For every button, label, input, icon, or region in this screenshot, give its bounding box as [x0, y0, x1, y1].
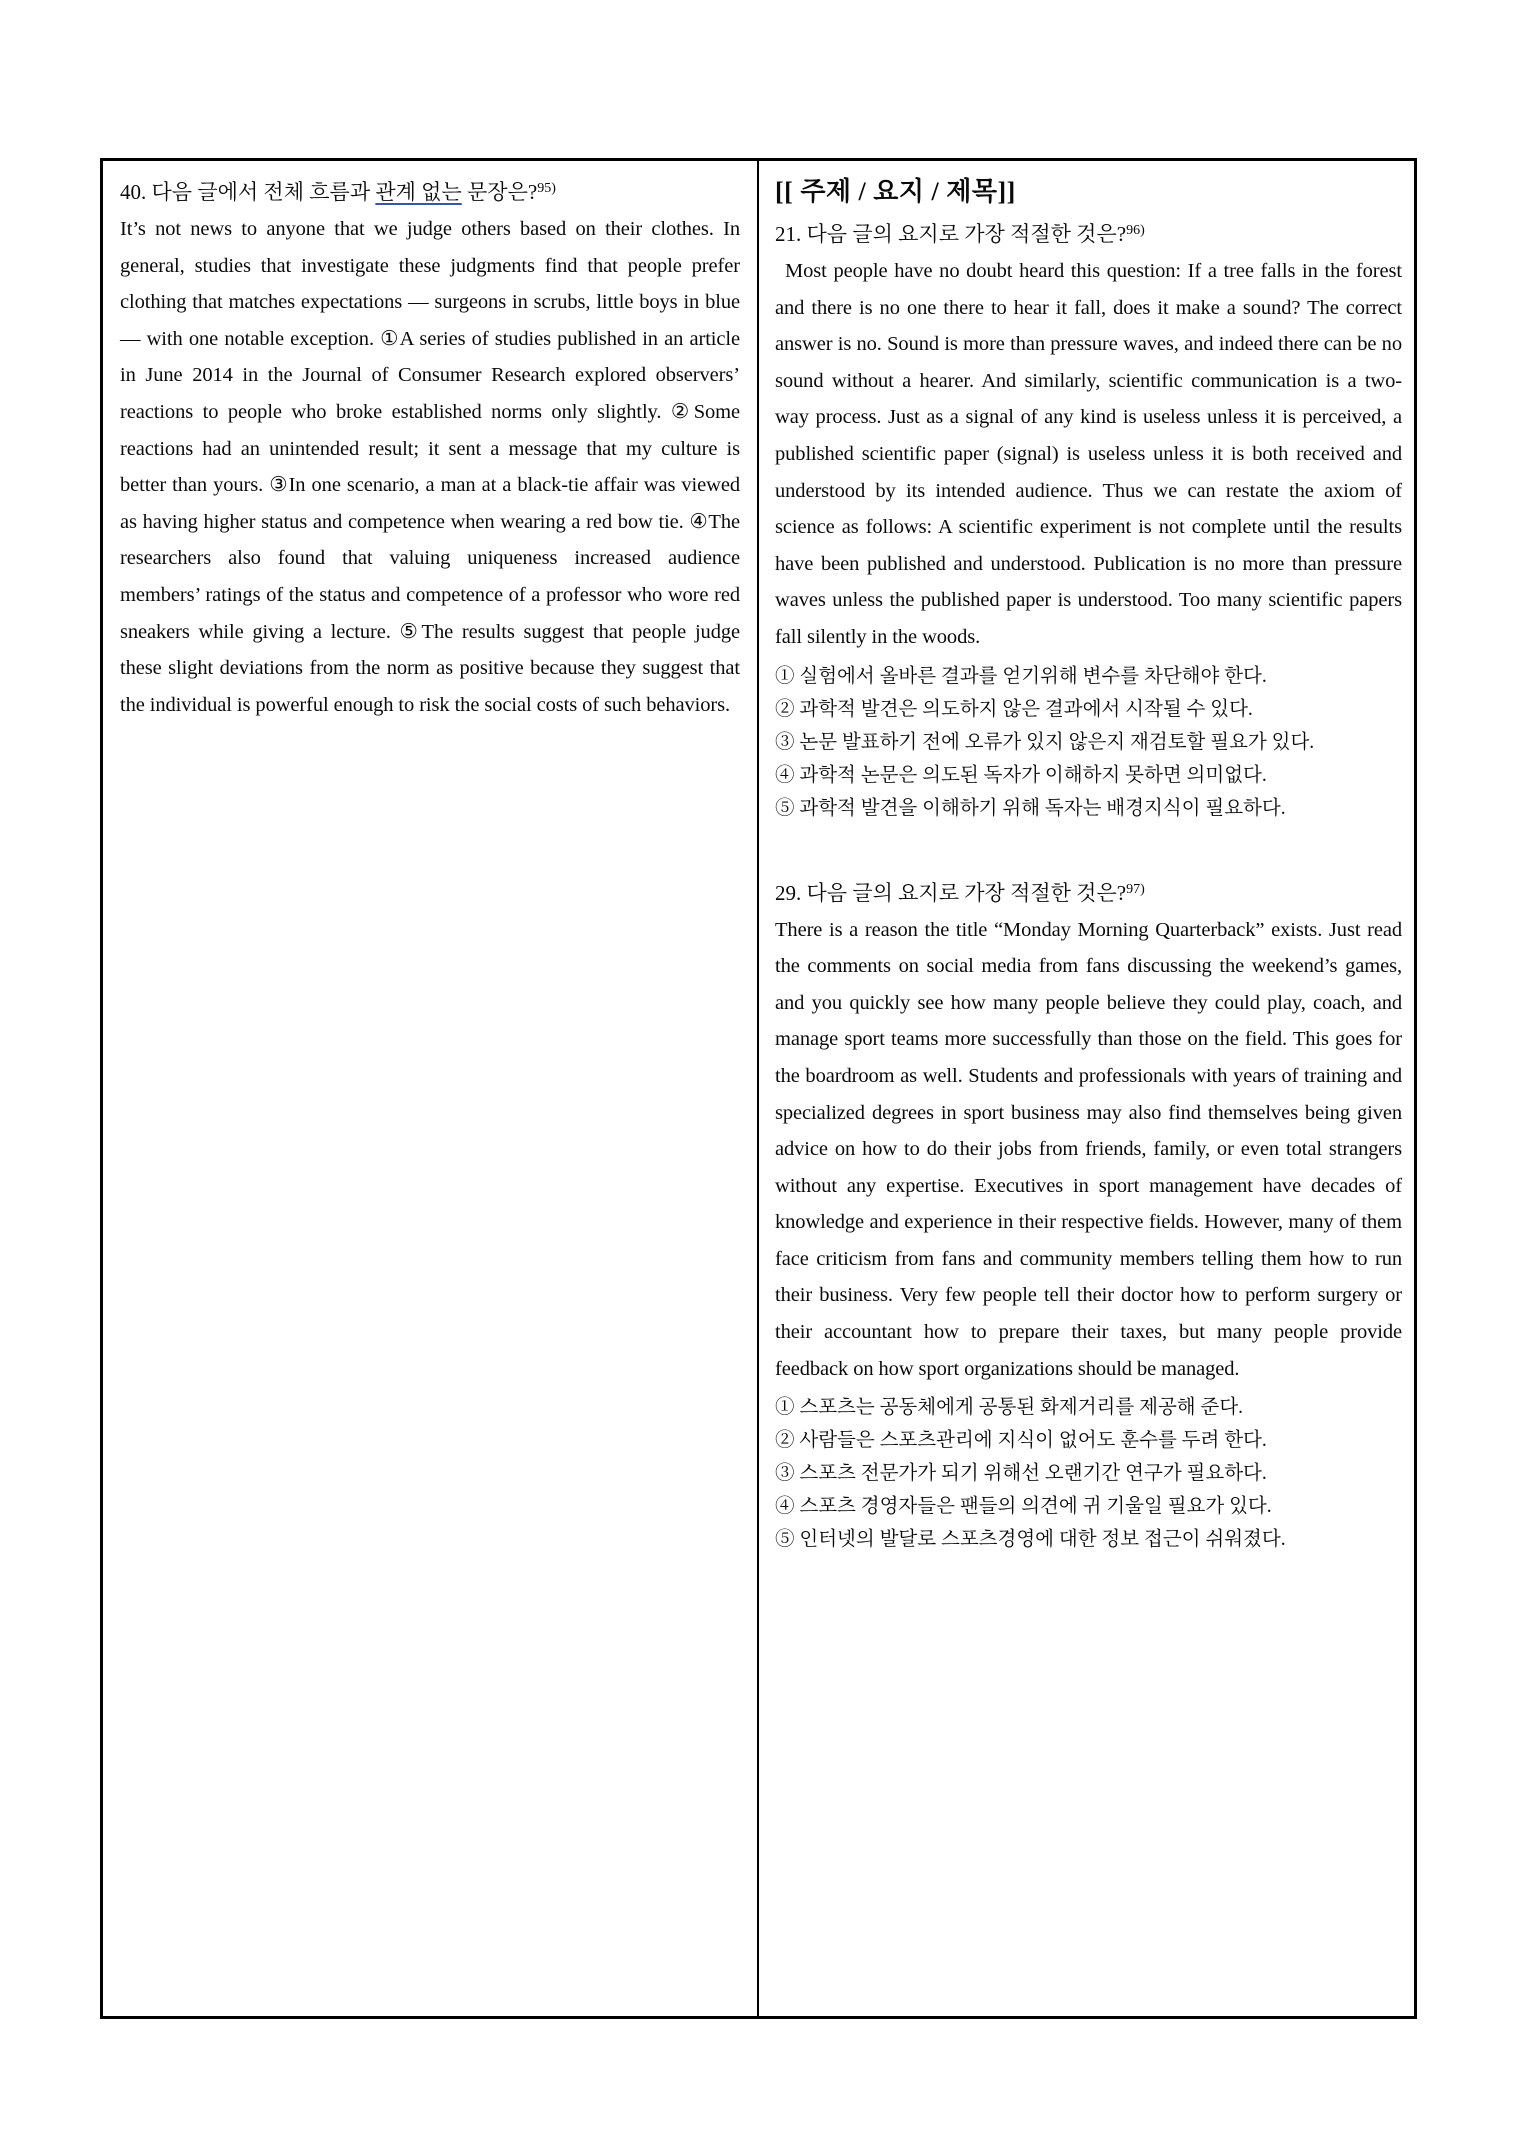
question-21-title: [775, 216, 1402, 253]
question-40-footnote: 95): [537, 181, 556, 196]
question-29-option-4: ④ 스포츠 경영자들은 팬들의 의견에 귀 기울일 필요가 있다.: [775, 1496, 1272, 1518]
question-21-footnote: 96): [1126, 223, 1145, 238]
question-40-title-prefix: 40. 다음 글에서 전체 흐름과: [120, 180, 376, 204]
section-header: [[ 주제 / 요지 / 제목]]: [775, 177, 1016, 206]
question-29-options: [775, 1391, 1402, 1556]
question-29-option-1: ① 스포츠는 공동체에게 공통된 화제거리를 제공해 준다.: [775, 1397, 1244, 1419]
question-21-option-1: ① 실험에서 올바른 결과를 얻기위해 변수를 차단해야 한다.: [775, 665, 1267, 687]
question-21-option-2: ② 과학적 발견은 의도하지 않은 결과에서 시작될 수 있다.: [775, 698, 1253, 720]
question-40-title: [120, 174, 740, 211]
question-21-option-3: ③ 논문 발표하기 전에 오류가 있지 않은지 재검토할 필요가 있다.: [775, 731, 1315, 753]
question-29-option-5: ⑤ 인터넷의 발달로 스포츠경영에 대한 정보 접근이 쉬워졌다.: [775, 1529, 1286, 1551]
question-29-option-2: ② 사람들은 스포츠관리에 지식이 없어도 훈수를 두려 한다.: [775, 1430, 1267, 1452]
question-40: [120, 174, 740, 723]
right-column: [759, 161, 1414, 2016]
question-21-option-4: ④ 과학적 논문은 의도된 독자가 이해하지 못하면 의미없다.: [775, 764, 1267, 786]
question-21-title-text: 21. 다음 글의 요지로 가장 적절한 것은?: [775, 222, 1127, 246]
question-40-title-underlined: 관계 없는: [375, 180, 462, 204]
question-21-option-5: ⑤ 과학적 발견을 이해하기 위해 독자는 배경지식이 필요하다.: [775, 797, 1286, 819]
content-frame: [100, 158, 1417, 2019]
question-29: [775, 875, 1402, 1557]
question-21-options: [775, 660, 1402, 825]
question-21-passage: Most people have no doubt heard this question: If a tree falls in the forest and there is no one there to hear it fall, does it make a sound? The correct answer is no. Sound is more than pressure waves, and indeed there can be no sound without a hearer. And similarly, scientific communication is a two-way process. Just as a signal of any kind is useless unless it is perceived, a published scientific paper (signal) is useless unless it is both received and understood by its intended audience. Thus we can restate the axiom of science as follows: A scientific experiment is not complete until the results have been published and understood. Publication is no more than pressure waves unless the published paper is understood. Too many scientific papers fall silently in the woods.: [775, 260, 1402, 648]
question-29-title-text: 29. 다음 글의 요지로 가장 적절한 것은?: [775, 880, 1127, 905]
question-29-footnote: 97): [1126, 881, 1145, 897]
question-29-title: [775, 875, 1402, 912]
question-29-passage: There is a reason the title “Monday Morning Quarterback” exists. Just read the comments on social media from fans discussing the weekend’s games, and you quickly see how many people believe they could play, coach, and manage sport teams more successfully than those on the field. This goes for the boardroom as well. Students and professionals with years of training and specialized degrees in sport business may also find themselves being given advice on how to do their jobs from friends, family, or even total strangers without any expertise. Executives in sport management have decades of knowledge and experience in their respective fields. However, many of them face criticism from fans and community members telling them how to run their business. Very few people tell their doctor how to perform surgery or their accountant how to prepare their taxes, but many people provide feedback on how sport organizations should be managed.: [775, 918, 1402, 1380]
question-29-option-3: ③ 스포츠 전문가가 되기 위해선 오랜기간 연구가 필요하다.: [775, 1463, 1267, 1485]
left-column: [103, 161, 759, 2016]
question-40-title-suffix: 문장은?: [461, 180, 538, 204]
question-21: [775, 216, 1402, 825]
question-40-passage: It’s not news to anyone that we judge others based on their clothes. In general, studies that investigate these judgments find that people prefer clothing that matches expectations ― surgeons in scrubs, little boys in blue ― with one notable exception. ①A series of studies published in an article in June 2014 in the Journal of Consumer Research explored observers’ reactions to people who broke established norms only slightly. ②Some reactions had an unintended result; it sent a message that my culture is better than yours. ③In one scenario, a man at a black-tie affair was viewed as having higher status and competence when wearing a red bow tie. ④The researchers also found that valuing uniqueness increased audience members’ ratings of the status and competence of a professor who wore red sneakers while giving a lecture. ⑤The results suggest that people judge these slight deviations from the norm as positive because they suggest that the individual is powerful enough to risk the social costs of such behaviors.: [120, 218, 740, 716]
